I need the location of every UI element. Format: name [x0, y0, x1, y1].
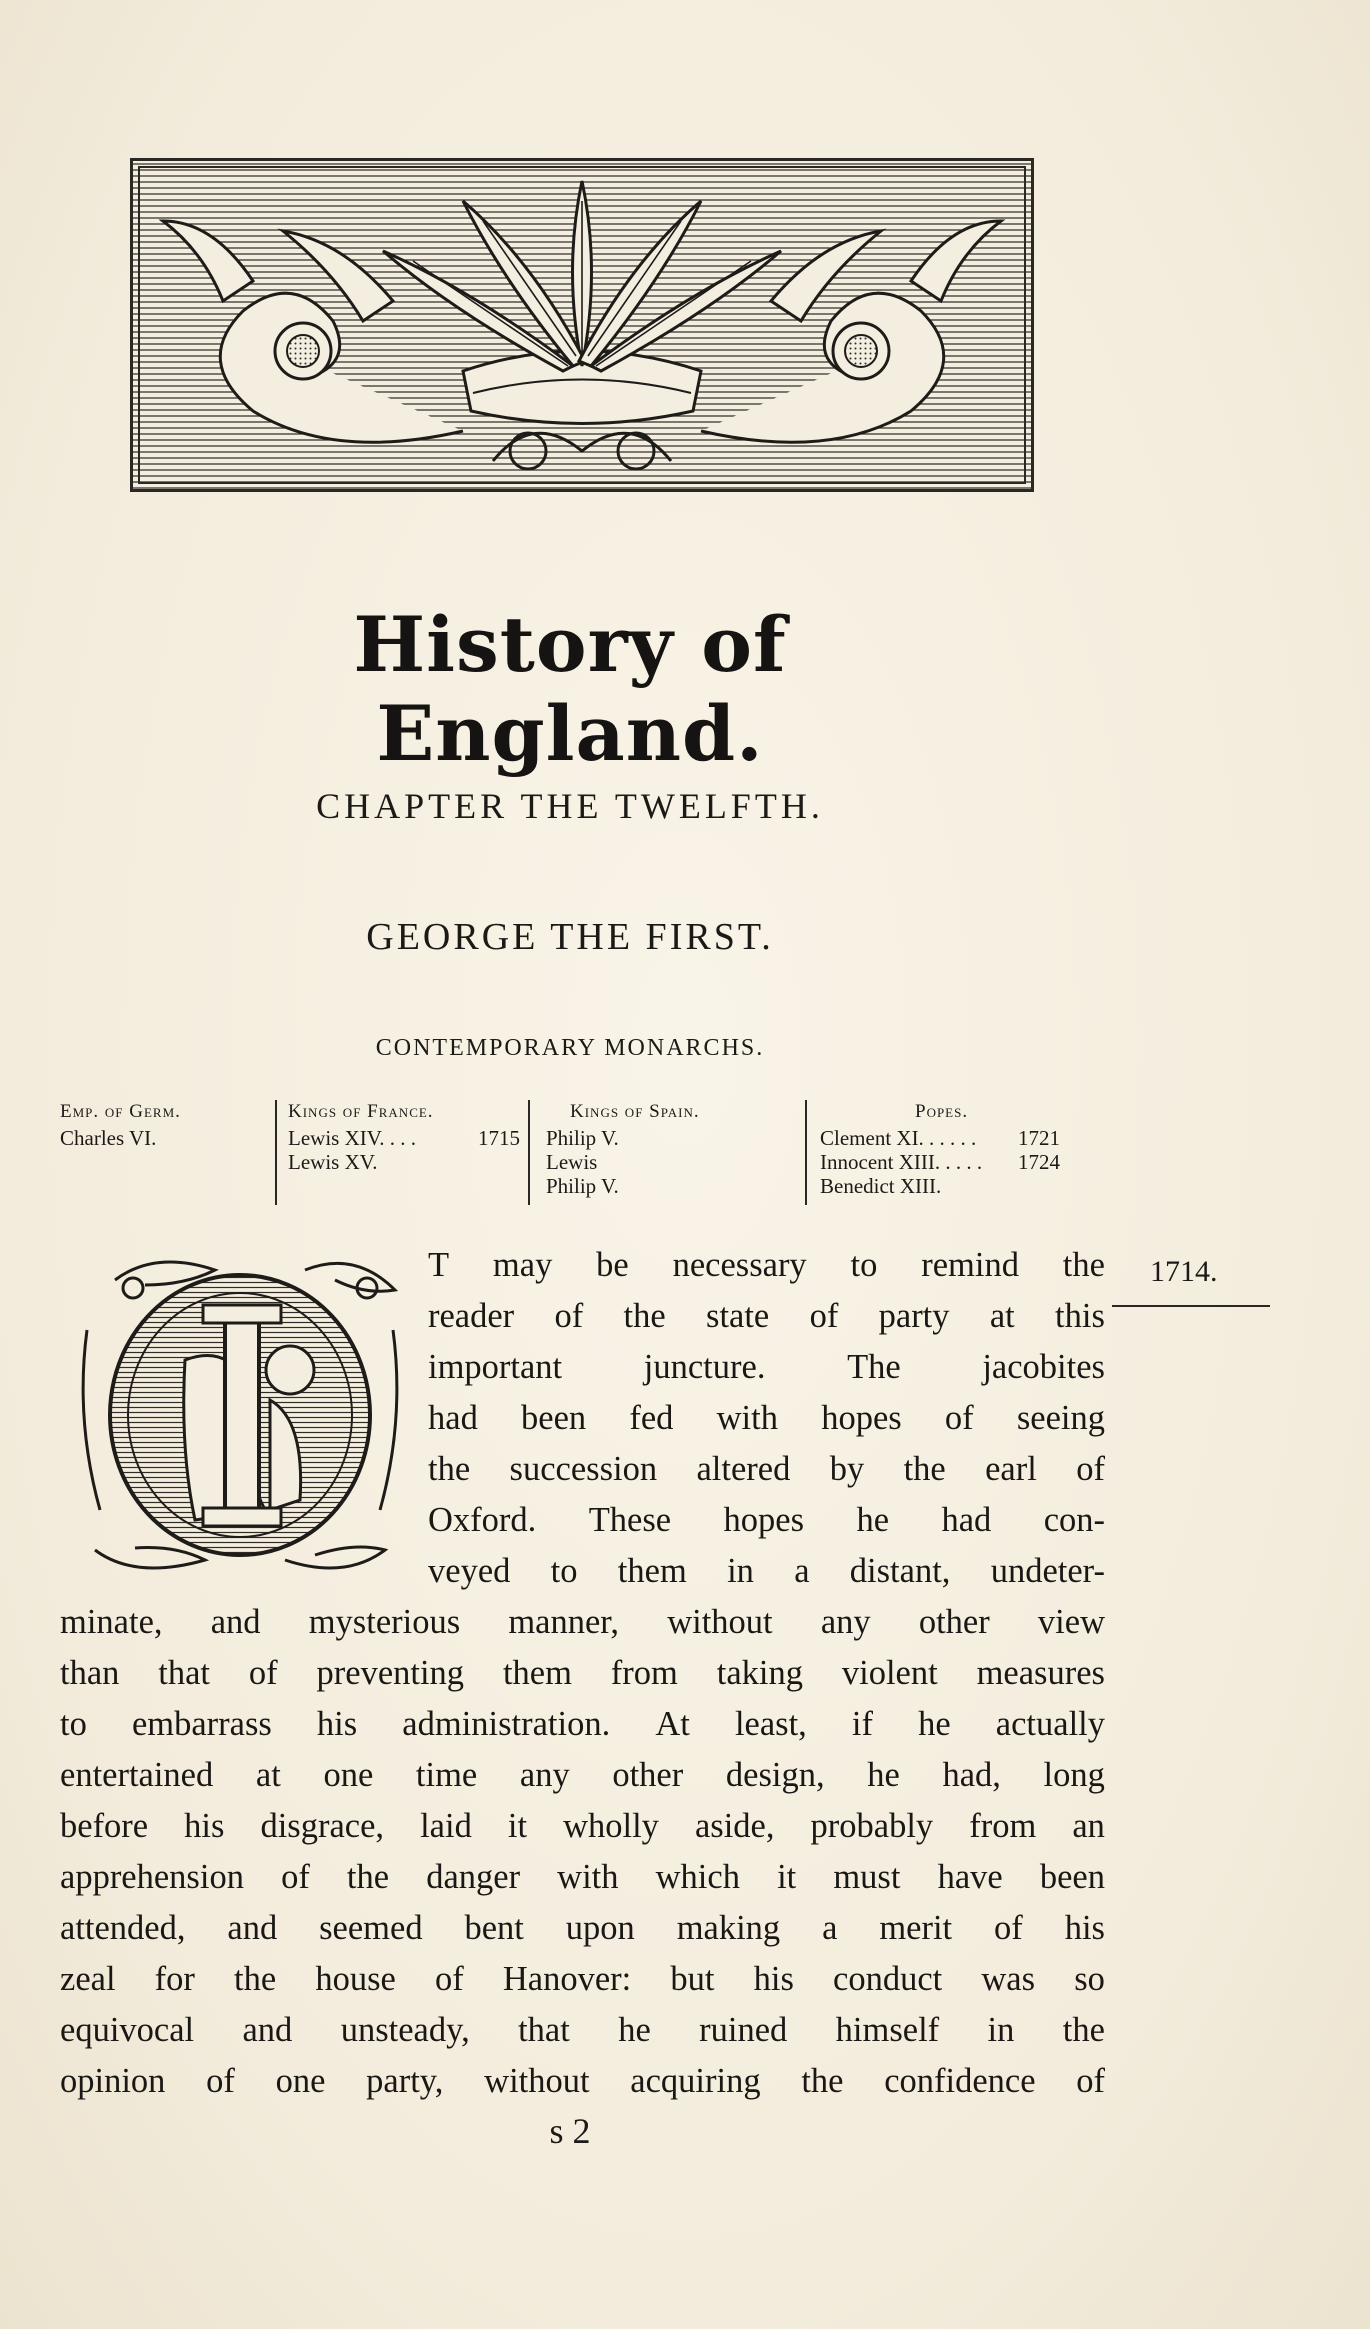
word: Hanover:	[502, 1960, 632, 1998]
word: without	[484, 2062, 590, 2100]
word: hopes	[821, 1399, 902, 1437]
signature-mark: s 2	[549, 2111, 591, 2151]
word: any	[820, 1603, 871, 1641]
word: at	[989, 1297, 1015, 1335]
word: of	[281, 1858, 310, 1896]
word: party,	[366, 2062, 444, 2100]
word: but	[670, 1960, 715, 1998]
word: house	[315, 1960, 396, 1998]
word: opinion	[60, 2062, 166, 2100]
word: the	[428, 1450, 471, 1488]
word: himself	[835, 2011, 940, 2049]
word: making	[676, 1909, 781, 1947]
word: attended,	[60, 1909, 186, 1947]
word: and	[242, 2011, 293, 2049]
word: earl	[985, 1450, 1037, 1488]
word: necessary	[672, 1246, 807, 1284]
word: conduct	[833, 1960, 943, 1998]
word: embarrass	[131, 1705, 272, 1743]
word: from	[610, 1654, 678, 1692]
word: that	[518, 2011, 570, 2049]
monarch-column-heading: Kings of Spain.	[570, 1101, 700, 1122]
word: one	[323, 1756, 374, 1794]
word: be	[596, 1246, 629, 1284]
word: must	[833, 1858, 901, 1896]
word: his	[753, 1960, 794, 1998]
word: other	[612, 1756, 684, 1794]
monarch-column-france	[288, 1100, 530, 1205]
word: of	[1076, 2062, 1105, 2100]
monarch-column-popes	[820, 1100, 1060, 1205]
word: of	[1076, 1450, 1105, 1488]
word: and	[210, 1603, 261, 1641]
word: These	[588, 1501, 672, 1539]
monarch-row: Innocent XIII. . . . . 1724	[820, 1150, 1060, 1174]
word: ruined	[699, 2011, 788, 2049]
book-title: History of England.	[353, 600, 787, 778]
chapter-heading: CHAPTER THE TWELFTH.	[316, 786, 824, 826]
word: have	[937, 1858, 1003, 1896]
text-line	[60, 1903, 1105, 1954]
reign-heading: GEORGE THE FIRST.	[366, 916, 774, 958]
word: of	[809, 1297, 839, 1335]
word: to	[550, 1552, 578, 1590]
word: seeing	[1016, 1399, 1105, 1437]
word: actually	[995, 1705, 1105, 1743]
word: mysterious	[308, 1603, 461, 1641]
monarch-row: Lewis XV.	[288, 1150, 378, 1174]
word: party	[878, 1297, 950, 1335]
word: preventing	[316, 1654, 465, 1692]
word: them	[502, 1654, 572, 1692]
word: a	[822, 1909, 838, 1947]
word: probably	[810, 1807, 934, 1845]
monarch-column-heading: Popes.	[915, 1101, 969, 1122]
word: it	[777, 1858, 797, 1896]
word: with	[716, 1399, 778, 1437]
text-line	[60, 1342, 1105, 1393]
word: acquiring	[630, 2062, 761, 2100]
word: other	[918, 1603, 990, 1641]
word: than	[60, 1654, 120, 1692]
text-line	[60, 1954, 1105, 2005]
word: had	[941, 1501, 992, 1539]
word: his	[184, 1807, 225, 1845]
word: violent	[841, 1654, 938, 1692]
word: of	[434, 1960, 464, 1998]
word: without	[667, 1603, 773, 1641]
word: altered	[696, 1450, 791, 1488]
monarch-row: Clement XI. . . . . . 1721	[820, 1126, 1060, 1150]
margin-year: 1714.	[1150, 1255, 1218, 1288]
word: had	[428, 1399, 478, 1437]
word: this	[1055, 1297, 1105, 1335]
word: of	[248, 1654, 278, 1692]
text-line	[60, 1597, 1105, 1648]
contemporary-monarchs-heading: CONTEMPORARY MONARCHS.	[375, 1035, 765, 1061]
word: fed	[629, 1399, 674, 1437]
word: reader	[428, 1297, 515, 1335]
word: minate,	[60, 1603, 163, 1641]
word: unsteady,	[340, 2011, 470, 2049]
word: his	[1064, 1909, 1105, 1947]
word: them	[617, 1552, 687, 1590]
word: long	[1043, 1756, 1105, 1794]
word: his	[316, 1705, 358, 1743]
word: had,	[942, 1756, 1001, 1794]
word: was	[981, 1960, 1036, 1998]
text-line	[60, 1291, 1105, 1342]
word: wholly	[563, 1807, 659, 1845]
word: any	[519, 1756, 570, 1794]
word: of	[554, 1297, 584, 1335]
word: one	[275, 2062, 326, 2100]
text-line	[60, 1393, 1105, 1444]
word: laid	[420, 1807, 472, 1845]
monarch-row: Lewis XIV. . . . 1715	[288, 1126, 520, 1150]
word: manner,	[508, 1603, 620, 1641]
monarch-column-germany	[60, 1100, 277, 1205]
word: he	[918, 1705, 951, 1743]
word: an	[1072, 1807, 1105, 1845]
word: of	[994, 1909, 1023, 1947]
word: of	[944, 1399, 974, 1437]
word: he	[618, 2011, 651, 2049]
word: administration.	[402, 1705, 611, 1743]
monarch-column-spain	[540, 1100, 807, 1205]
word: equivocal	[60, 2011, 195, 2049]
word: T	[428, 1246, 450, 1284]
word: he	[867, 1756, 900, 1794]
word: aside,	[694, 1807, 775, 1845]
word: design,	[725, 1756, 825, 1794]
word: view	[1037, 1603, 1105, 1641]
text-line	[60, 1546, 1105, 1597]
word: in	[987, 2011, 1015, 2049]
word: the	[903, 1450, 946, 1488]
word: by	[829, 1450, 865, 1488]
word: confidence	[884, 2062, 1036, 2100]
word: which	[655, 1858, 740, 1896]
word: been	[1039, 1858, 1105, 1896]
word: to	[60, 1705, 87, 1743]
margin-rule	[1112, 1305, 1270, 1307]
word: bent	[464, 1909, 524, 1947]
word: time	[415, 1756, 478, 1794]
word: the	[234, 1960, 277, 1998]
word: before	[60, 1807, 149, 1845]
word: zeal	[60, 1960, 116, 1998]
text-line	[60, 1444, 1105, 1495]
word: apprehension	[60, 1858, 244, 1896]
word: if	[851, 1705, 873, 1743]
monarch-row: Philip V.	[546, 1126, 619, 1150]
word: of	[206, 2062, 235, 2100]
word: from	[969, 1807, 1037, 1845]
word: least,	[734, 1705, 807, 1743]
word: remind	[921, 1246, 1019, 1284]
text-line	[60, 1495, 1105, 1546]
text-line	[60, 1648, 1105, 1699]
word: jacobites	[982, 1348, 1105, 1386]
word: important	[428, 1348, 563, 1386]
word: with	[557, 1858, 619, 1896]
text-line	[60, 1801, 1105, 1852]
word: been	[521, 1399, 587, 1437]
word: taking	[716, 1654, 803, 1692]
word: undeter-	[990, 1552, 1105, 1590]
word: the	[623, 1297, 666, 1335]
monarch-row: Benedict XIII.	[820, 1174, 942, 1198]
word: hopes	[723, 1501, 805, 1539]
word: for	[154, 1960, 195, 1998]
word: juncture.	[643, 1348, 766, 1386]
monarch-row: Philip V.	[546, 1174, 619, 1198]
word: may	[492, 1246, 553, 1284]
word: At	[655, 1705, 690, 1743]
word: measures	[976, 1654, 1105, 1692]
word: the	[346, 1858, 390, 1896]
word: to	[850, 1246, 878, 1284]
monarch-column-heading: Emp. of Germ.	[60, 1101, 181, 1122]
word: seemed	[319, 1909, 423, 1947]
contemporary-monarchs-table	[60, 1100, 1105, 1205]
word: The	[847, 1348, 901, 1386]
word: merit	[879, 1909, 953, 1947]
word: the	[801, 2062, 844, 2100]
text-line	[60, 2056, 1105, 2107]
word: distant,	[849, 1552, 951, 1590]
word: danger	[426, 1858, 521, 1896]
word: a	[794, 1552, 810, 1590]
word: Oxford.	[428, 1501, 537, 1539]
word: succession	[509, 1450, 658, 1488]
word: upon	[565, 1909, 635, 1947]
text-line	[60, 1240, 1105, 1291]
monarch-row: Lewis	[546, 1150, 598, 1174]
word: veyed	[428, 1552, 511, 1590]
word: so	[1074, 1960, 1105, 1998]
word: and	[227, 1909, 278, 1947]
word: it	[507, 1807, 528, 1845]
word: the	[1062, 1246, 1105, 1284]
word: state	[706, 1297, 770, 1335]
word: disgrace,	[260, 1807, 385, 1845]
text-line	[60, 1699, 1105, 1750]
body-text	[60, 1240, 1105, 2107]
monarch-column-heading: Kings of France.	[288, 1101, 434, 1122]
word: in	[727, 1552, 754, 1590]
text-line	[60, 2005, 1105, 2056]
word: at	[255, 1756, 281, 1794]
word: the	[1062, 2011, 1105, 2049]
ornamental-headpiece	[130, 158, 1034, 492]
word: that	[158, 1654, 211, 1692]
text-line	[60, 1750, 1105, 1801]
word: con-	[1043, 1501, 1105, 1539]
text-line	[60, 1852, 1105, 1903]
word: entertained	[60, 1756, 214, 1794]
monarch-row: Charles VI.	[60, 1126, 157, 1150]
word: he	[856, 1501, 890, 1539]
